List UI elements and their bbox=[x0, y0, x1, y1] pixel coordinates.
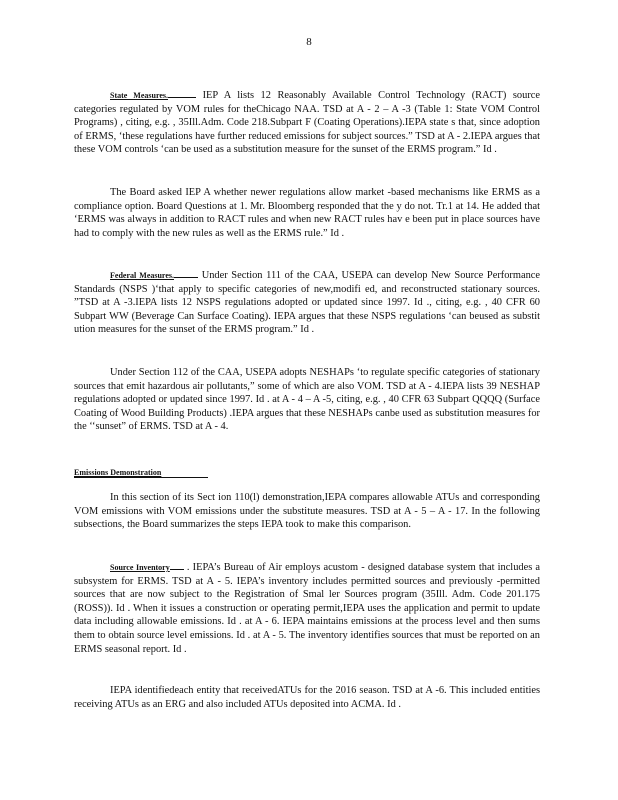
page-number: 8 bbox=[306, 36, 312, 48]
paragraph-text: IEPA identifiedeach entity that receivedATUs for the 2016 season. TSD at A -6. This included entities receiving ATUs as an ERG and also included ATUs deposited into ACMA. Id . bbox=[74, 685, 540, 710]
paragraph-state-measures bbox=[74, 88, 540, 157]
paragraph-source-inventory bbox=[74, 560, 540, 656]
federal-measures-heading: Federal Measures. bbox=[110, 271, 175, 280]
section-heading-rule bbox=[74, 477, 208, 478]
paragraph-federal-measures bbox=[74, 268, 540, 337]
section-heading-emissions-demonstration: Emissions Demonstration bbox=[74, 468, 162, 477]
state-measures-heading: State Measures. bbox=[110, 91, 169, 100]
paragraph-text: In this section of its Sect ion 110(l) demonstration,IEPA compares allowable ATUs and corresponding VOM emissions with VOM emissions under the substitute measures. TSD at A - 5 – A - 17. In the following subsections, the Board summarizes the steps IEPA took to make this comparison. bbox=[74, 492, 540, 531]
paragraph-board-question bbox=[74, 186, 540, 240]
paragraph-text: Under Section 111 of the CAA, USEPA can develop New Source Performance Standards (NSPS )‘that apply to specific categories of new,modifi ed, and reconstructed stationary sources. ”TSD at A -3.IEPA lists 12 NSPS regulations adopted or updated since 1997. Id ., citing, e.g. , 40 CFR 60 Subpart WW (Beverage Can Surface Coating). IEPA argues that these NSPS regulations ‘can beused as substit ution measures for the sunset of the ERMS program.” Id . bbox=[74, 270, 541, 336]
source-inventory-heading: Source Inventory bbox=[110, 563, 170, 572]
paragraph-demonstration-intro bbox=[74, 491, 540, 532]
paragraph-text: . IEPA’s Bureau of Air employs acustom - designed database system that includes a subsystem for ERMS. TSD at A - 5. IEPA’s inventory includes permitted sources and previously -permitted sources that are now subject to the Registration of Smal ler Sources program (35Ill. Adm. Code 201.175 (ROSS)). Id . When it issues a construction or operating permit,IEPA uses the application and permit to update data including allowable emissions. Id . at A - 6. IEPA maintains emissions at the process level and then sums them to obtain source level emissions. Id . at A - 5. The inventory identifies sources that must be reported on an ERMS seasonal report. Id . bbox=[74, 562, 540, 655]
paragraph-neshaps bbox=[74, 366, 540, 434]
paragraph-text: The Board asked IEP A whether newer regulations allow market -based mechanisms like ERMS as a compliance option. Board Questions at 1. Mr. Bloomberg responded that the y do not. Tr.1 at 14. He added that ‘ERMS was always in addition to RACT rules and when new RACT rules hav e been put in place sources have had to comply with the new rules as well as the ERMS rule.” Id . bbox=[74, 187, 540, 239]
paragraph-text: Under Section 112 of the CAA, USEPA adopts NESHAPs ‘to regulate specific categories of stationary sources that emit hazardous air pollutants,” some of which are also VOM. TSD at A - 4.IEPA lists 39 NESHAP regulations adopted or updated since 1997. Id . at A - 4 – A -5, citing, e.g. , 40 CFR 63 Subpart QQQQ (Surface Coating of Wood Building Products) .IEPA argues that these NESHAPs canbe used as substitution measures for the ‘‘sunset” of ERMS. TSD at A - 4. bbox=[74, 367, 540, 433]
paragraph-atu-entities bbox=[74, 684, 540, 711]
paragraph-text: IEP A lists 12 Reasonably Available Control Technology (RACT) source categories regulated by VOM rules for theChicago NAA. TSD at A - 2 – A -3 (Table 1: State VOM Control Programs) , citing, e.g. , 35Ill.Adm. Code 218.Subpart F (Coating Operations).IEPA state s that, since adoption of ERMS, ‘these regulations have further reduced emissions for subject sources.” TSD at A - 2.IEPA argues that these VOM controls ‘can be used as a substitution measure for the sunset of the ERMS program.” Id . bbox=[74, 90, 541, 156]
